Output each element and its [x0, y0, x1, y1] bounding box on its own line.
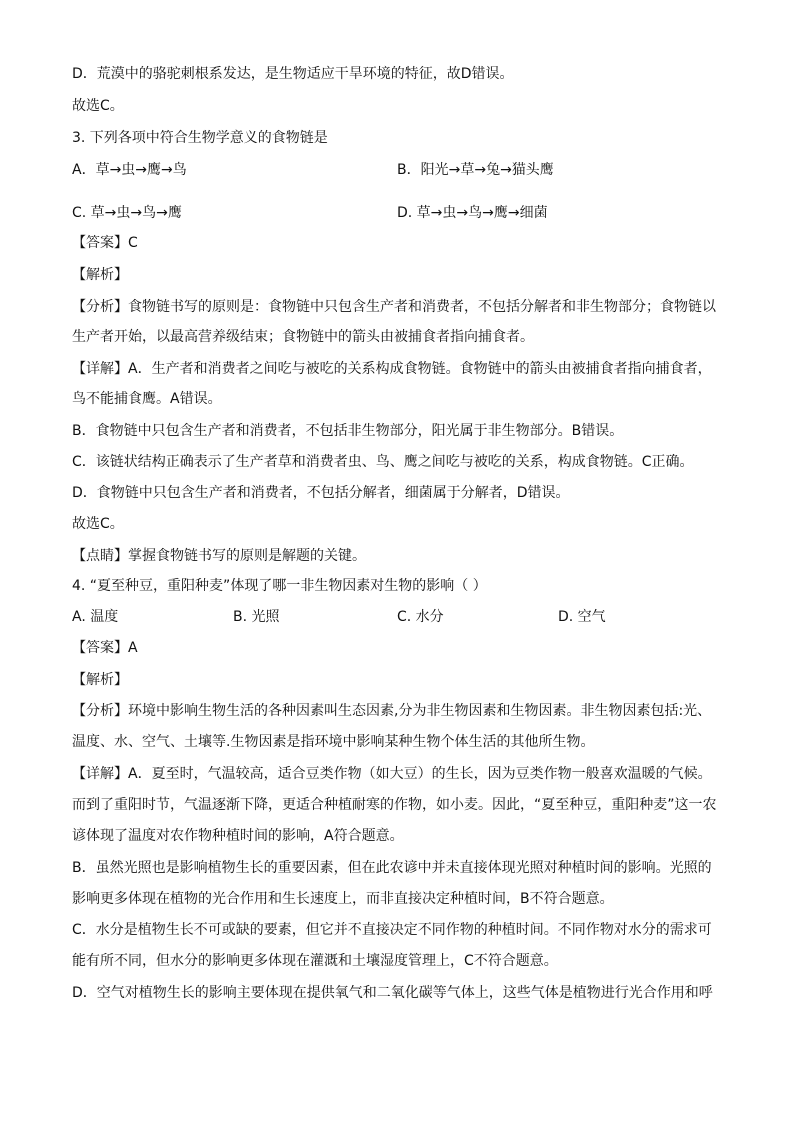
q4-detail: 谚体现了温度对农作物种植时间的影响，A符合题意。 — [72, 828, 404, 844]
q3-analysis: 生产者开始，以最高营养级结束；食物链中的箭头由被捕食者指向捕食者。 — [72, 329, 534, 345]
q4-jiexi-heading: 【解析】 — [72, 672, 128, 688]
q4-detail: 【详解】A．夏至时，气温较高，适合豆类作物（如大豆）的生长，因为豆类作物一般喜欢温暖的气候。 — [72, 766, 712, 782]
q4-detail-b: B．虽然光照也是影响植物生长的重要因素，但在此农谚中并未直接体现光照对种植时间的影响。光照的 — [72, 860, 712, 876]
q4-option-b: B. 光照 — [233, 609, 280, 625]
q3-choose: 故选C。 — [72, 516, 124, 532]
q3-detail-b: B．食物链中只包含生产者和消费者，不包括非生物部分，阳光属于非生物部分。B错误。 — [72, 423, 624, 439]
q4-option-a: A. 温度 — [72, 609, 119, 625]
q4-option-c: C. 水分 — [397, 609, 444, 625]
question-4-stem: 4. “夏至种豆，重阳种麦”体现了哪一非生物因素对生物的影响（ ） — [72, 578, 487, 594]
q3-option-c: C. 草→虫→鸟→鹰 — [72, 205, 182, 221]
text-line: 故选C。 — [72, 98, 124, 114]
q3-option-d: D. 草→虫→鸟→鹰→细菌 — [397, 205, 548, 221]
q3-option-a: A．草→虫→鹰→鸟 — [72, 162, 187, 178]
q3-detail: 【详解】A．生产者和消费者之间吃与被吃的关系构成食物链。食物链中的箭头由被捕食者指向捕食者， — [72, 361, 712, 377]
q4-detail-d: D．空气对植物生长的影响主要体现在提供氧气和二氧化碳等气体上，这些气体是植物进行光合作用和呼 — [72, 985, 713, 1001]
q3-detail-c: C．该链状结构正确表示了生产者草和消费者虫、鸟、鹰之间吃与被吃的关系，构成食物链。C正确。 — [72, 454, 694, 470]
question-3-stem: 3. 下列各项中符合生物学意义的食物链是 — [72, 130, 328, 146]
q4-answer: 【答案】A — [72, 640, 138, 656]
q4-option-d: D. 空气 — [558, 609, 606, 625]
q3-detail: 鸟不能捕食鹰。A错误。 — [72, 391, 222, 407]
q3-detail-d: D．食物链中只包含生产者和消费者，不包括分解者，细菌属于分解者，D错误。 — [72, 485, 570, 501]
q4-detail: 而到了重阳时节，气温逐渐下降，更适合种植耐寒的作物，如小麦。因此，“夏至种豆，重阳种麦”这一农 — [72, 797, 717, 813]
q3-answer: 【答案】C — [72, 235, 138, 251]
q4-analysis: 温度、水、空气、土壤等.生物因素是指环境中影响某种生物个体生活的其他所生物。 — [72, 734, 595, 750]
q4-analysis: 【分析】环境中影响生物生活的各种因素叫生态因素,分为非生物因素和生物因素。非生物因素包括:光、 — [72, 703, 712, 719]
q4-detail-b: 影响更多体现在植物的光合作用和生长速度上，而非直接决定种植时间，B不符合题意。 — [72, 891, 614, 907]
q3-key-point: 【点睛】掌握食物链书写的原则是解题的关键。 — [72, 548, 366, 564]
q4-detail-c: 能有所不同，但水分的影响更多体现在灌溉和土壤湿度管理上，C不符合题意。 — [72, 953, 558, 969]
text-line: D．荒漠中的骆驼刺根系发达，是生物适应干旱环境的特征，故D错误。 — [72, 66, 514, 82]
q4-detail-c: C．水分是植物生长不可或缺的要素，但它并不直接决定不同作物的种植时间。不同作物对水分的需求可 — [72, 922, 712, 938]
q3-option-b: B．阳光→草→兔→猫头鹰 — [397, 162, 554, 178]
q3-jiexi-heading: 【解析】 — [72, 267, 128, 283]
q3-analysis: 【分析】食物链书写的原则是：食物链中只包含生产者和消费者，不包括分解者和非生物部分；食物链以 — [72, 299, 716, 315]
